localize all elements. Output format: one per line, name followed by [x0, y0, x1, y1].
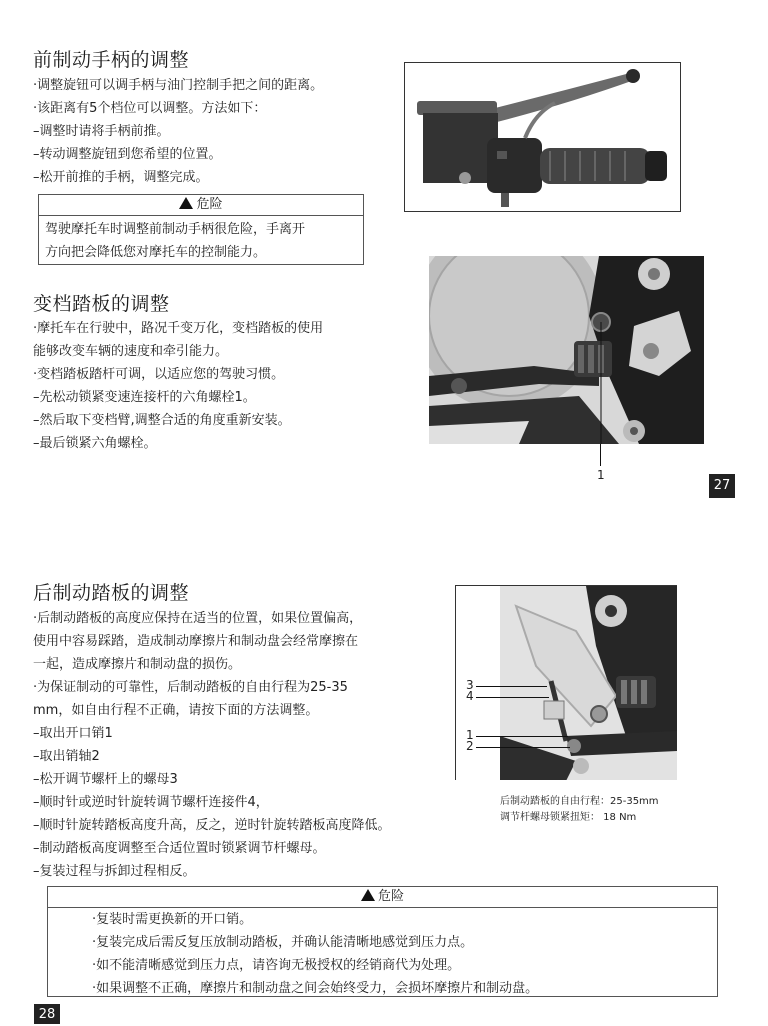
callout-leader-line [476, 736, 568, 737]
callout-leader-line [476, 747, 570, 748]
front-brake-lever-photo [404, 62, 681, 212]
callout-label-1: 1 [597, 468, 605, 482]
text-line: –顺时针旋转踏板高度升高，反之，逆时针旋转踏板高度降低。 [33, 818, 391, 833]
warning-line: 驾驶摩托车时调整前制动手柄很危险，手离开 [45, 222, 306, 237]
warning-header [39, 195, 363, 216]
page-number-27: 27 [709, 474, 735, 498]
front-brake-title: 前制动手柄的调整 [33, 49, 190, 71]
rear-brake-text [33, 607, 391, 883]
shift-pedal-illustration [429, 256, 704, 444]
text-line: –先松动锁紧变速连接杆的六角螺栓1。 [33, 390, 256, 405]
callout-leader-line [476, 686, 547, 687]
warning-line: ·复装时需更换新的开口销。 [92, 912, 253, 927]
brake-lever-illustration [405, 63, 681, 212]
warning-line: ·如不能清晰感觉到压力点，请咨询无极授权的经销商代为处理。 [92, 958, 461, 973]
caption-free-travel: 后制动踏板的自由行程：25-35mm [500, 796, 659, 807]
text-line: –然后取下变档臂,调整合适的角度重新安装。 [33, 413, 291, 428]
text-line: –松开前推的手柄，调整完成。 [33, 170, 209, 185]
callout-leader-line [476, 697, 549, 698]
callout-leader-line [600, 444, 601, 466]
text-line: ·该距离有5个档位可以调整。方法如下： [33, 101, 267, 116]
text-line: –调整时请将手柄前推。 [33, 124, 170, 139]
text-line: –转动调整旋钮到您希望的位置。 [33, 147, 222, 162]
text-line: –取出销轴2 [33, 749, 100, 764]
text-line: –取出开口销1 [33, 726, 113, 741]
text-line: mm，如自由行程不正确，请按下面的方法调整。 [33, 703, 319, 718]
front-brake-warning-box [38, 194, 364, 265]
text-line: ·调整旋钮可以调手柄与油门控制手把之间的距离。 [33, 78, 324, 93]
text-line: –松开调节螺杆上的螺母3 [33, 772, 178, 787]
text-line: ·变档踏板踏杆可调，以适应您的驾驶习惯。 [33, 367, 285, 382]
text-line: 能够改变车辆的速度和牵引能力。 [33, 344, 229, 359]
text-line: ·为保证制动的可靠性，后制动踏板的自由行程为25-35 [33, 680, 348, 695]
warning-header [48, 887, 717, 908]
rear-brake-caption [500, 794, 659, 826]
page-number-28: 28 [34, 1004, 60, 1024]
rear-brake-warning-box [47, 886, 718, 997]
rear-brake-illustration [456, 586, 677, 780]
warning-line: ·如果调整不正确，摩擦片和制动盘之间会始终受力，会损坏摩擦片和制动盘。 [92, 981, 539, 996]
text-line: ·摩托车在行驶中，路况千变万化，变档踏板的使用 [33, 321, 324, 336]
warning-triangle-icon [179, 197, 193, 209]
rear-brake-title: 后制动踏板的调整 [33, 582, 190, 604]
warning-line: ·复装完成后需反复压放制动踏板，并确认能清晰地感觉到压力点。 [92, 935, 474, 950]
front-brake-text [33, 74, 323, 189]
warning-body [48, 908, 717, 1000]
shift-pedal-photo [429, 256, 704, 444]
warning-line: 方向把会降低您对摩托车的控制能力。 [45, 245, 267, 260]
warning-triangle-icon [361, 889, 375, 901]
text-line: –制动踏板高度调整至合适位置时锁紧调节杆螺母。 [33, 841, 326, 856]
warning-title: 危险 [377, 889, 404, 904]
warning-title: 危险 [196, 197, 223, 212]
callout-label-1: 1 [466, 728, 474, 742]
shift-pedal-title: 变档踏板的调整 [33, 293, 170, 315]
text-line: –顺时针或逆时针旋转调节螺杆连接件4， [33, 795, 269, 810]
callout-label-2: 2 [466, 739, 474, 753]
shift-pedal-text [33, 317, 323, 455]
caption-torque: 调节杆螺母锁紧扭矩： 18 Nm [500, 812, 637, 823]
rear-brake-pedal-photo [455, 585, 677, 780]
text-line: ·后制动踏板的高度应保持在适当的位置，如果位置偏高， [33, 611, 363, 626]
text-line: 一起，造成摩擦片和制动盘的损伤。 [33, 657, 242, 672]
warning-body [39, 216, 363, 266]
text-line: 使用中容易踩踏，造成制动摩擦片和制动盘会经常摩擦在 [33, 634, 359, 649]
callout-label-3: 3 [466, 678, 474, 692]
text-line: –最后锁紧六角螺栓。 [33, 436, 157, 451]
callout-label-4: 4 [466, 689, 474, 703]
text-line: –复装过程与拆卸过程相反。 [33, 864, 196, 879]
